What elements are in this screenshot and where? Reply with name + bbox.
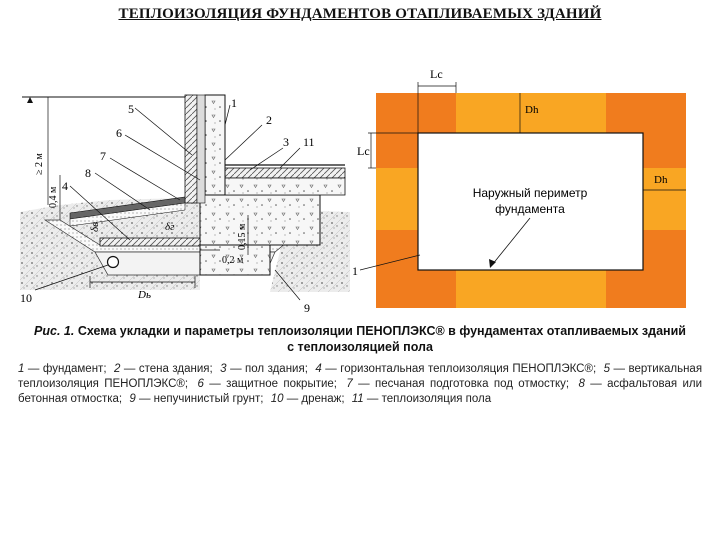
foundation-cross-section bbox=[20, 95, 350, 315]
label-lc-top: Lс bbox=[430, 67, 443, 81]
perimeter-label-line2: фундамента bbox=[495, 202, 565, 216]
figure-legend bbox=[18, 362, 702, 407]
dim-label-db: Dь bbox=[138, 289, 151, 301]
callout-10: 10 bbox=[20, 291, 32, 305]
legend-item bbox=[197, 378, 339, 390]
legend-item bbox=[114, 363, 215, 375]
horizontal-insulation bbox=[100, 238, 200, 246]
floor-insulation bbox=[225, 168, 345, 178]
legend-text: — защитное покрытие; bbox=[209, 378, 338, 390]
legend-num: 9 bbox=[129, 393, 136, 405]
callout-2: 2 bbox=[266, 113, 272, 127]
callout-9: 9 bbox=[304, 301, 310, 315]
callout-1: 1 bbox=[231, 96, 237, 110]
label-lc-side: Lс bbox=[357, 144, 370, 158]
dim-label-delta-v: δв bbox=[89, 222, 101, 232]
band-left bbox=[376, 168, 418, 230]
legend-item bbox=[315, 363, 598, 375]
legend-text: — горизонтальная теплоизоляция ПЕНОПЛЭКС®; bbox=[325, 363, 597, 375]
dim-label-depth-b: 0,4 м bbox=[48, 186, 59, 208]
legend-item bbox=[220, 363, 310, 375]
callout-8: 8 bbox=[85, 166, 91, 180]
dim-label-delta-g: δг bbox=[165, 221, 175, 233]
legend-num: 2 bbox=[114, 363, 121, 375]
callout-6: 6 bbox=[116, 126, 122, 140]
drain-pipe-icon bbox=[108, 257, 119, 268]
legend-text: — вертикальная теплоизоляция ПЕНОПЛЭКС®; bbox=[18, 363, 703, 390]
label-dh-right: Dh bbox=[654, 174, 668, 186]
foundation bbox=[200, 195, 320, 245]
callout-5: 5 bbox=[128, 102, 134, 116]
legend-text: — песчаная подготовка под отмостку; bbox=[358, 378, 570, 390]
legend-num: 8 bbox=[578, 378, 585, 390]
legend-text: — теплоизоляция пола bbox=[366, 393, 492, 405]
legend-item bbox=[352, 393, 493, 405]
perimeter-plan bbox=[352, 67, 686, 308]
protective-cover bbox=[197, 95, 205, 203]
dim-label-depth-a: ≥ 2 м bbox=[34, 153, 45, 175]
legend-num: 6 bbox=[197, 378, 204, 390]
legend-text: — дренаж; bbox=[286, 393, 345, 405]
legend-num: 7 bbox=[346, 378, 353, 390]
legend-text: — непучинистый грунт; bbox=[138, 393, 264, 405]
legend-num: 4 bbox=[315, 363, 322, 375]
caption-lead: Рис. 1. bbox=[34, 324, 75, 338]
legend-text: — асфальтовая или бетонная отмостка; bbox=[18, 378, 703, 405]
label-dh-top: Dh bbox=[525, 104, 539, 116]
dim-label-02: 0,2 м bbox=[222, 255, 244, 266]
legend-text: — пол здания; bbox=[230, 363, 308, 375]
callout-1-right: 1 bbox=[352, 264, 358, 278]
legend-item bbox=[18, 363, 109, 375]
legend-text: — фундамент; bbox=[27, 363, 107, 375]
legend-num: 10 bbox=[270, 393, 284, 405]
page-title: ТЕПЛОИЗОЛЯЦИЯ ФУНДАМЕНТОВ ОТАПЛИВАЕМЫХ ЗДАНИЙ bbox=[118, 6, 602, 22]
band-bottom bbox=[456, 270, 606, 308]
legend-num: 1 bbox=[18, 363, 25, 375]
legend-num: 5 bbox=[603, 363, 611, 375]
callout-7: 7 bbox=[100, 149, 106, 163]
legend-item bbox=[271, 393, 347, 405]
callout-11: 11 bbox=[303, 135, 315, 149]
legend-text: — стена здания; bbox=[123, 363, 213, 375]
caption-line1: Схема укладки и параметры теплоизоляции ПЕНОПЛЭКС® в фундаментах отапливаемых зданий bbox=[77, 324, 686, 338]
vertical-insulation bbox=[185, 95, 197, 203]
caption-line2: с теплоизоляцией пола bbox=[287, 340, 433, 354]
callout-3: 3 bbox=[283, 135, 289, 149]
ground-marker-icon bbox=[27, 97, 33, 103]
callout-4: 4 bbox=[62, 179, 68, 193]
legend-item bbox=[129, 393, 265, 405]
legend-item bbox=[346, 378, 571, 390]
dim-label-015: 0,15 м bbox=[237, 223, 248, 250]
figure-caption bbox=[18, 323, 702, 355]
legend-num: 3 bbox=[220, 363, 227, 375]
wall bbox=[205, 95, 225, 195]
legend-num: 11 bbox=[351, 393, 364, 405]
floor-slab bbox=[225, 178, 345, 195]
perimeter-label-line1: Наружный периметр bbox=[472, 186, 588, 200]
